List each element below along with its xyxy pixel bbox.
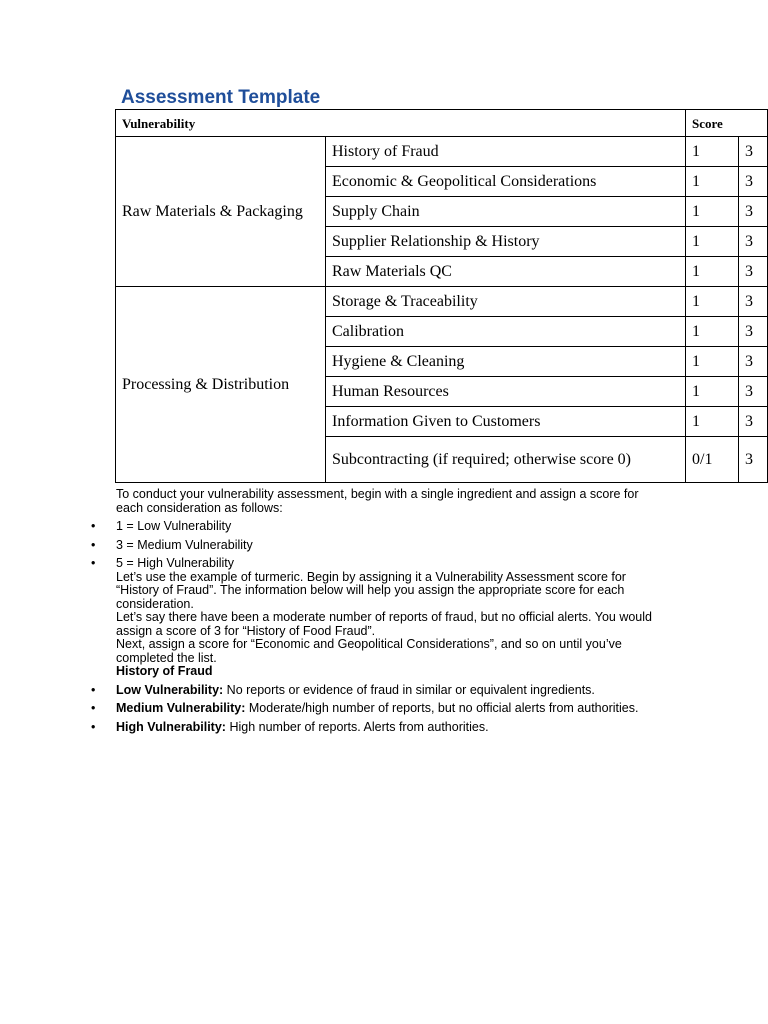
score-high-cell: 3 [739, 287, 768, 317]
level-text: Moderate/high number of reports, but no official alerts from authorities. [245, 701, 639, 715]
example-paragraph: Let’s use the example of turmeric. Begin by assigning it a Vulnerability Assessment score for “History of Fraud”. The information below will help you assign the appropriate score for each consideration. [116, 569, 626, 611]
score-low-cell: 1 [686, 317, 739, 347]
page-title: Assessment Template [121, 87, 321, 108]
score-high-cell: 3 [739, 437, 768, 483]
score-high-cell: 3 [739, 167, 768, 197]
item-cell: Subcontracting (if required; otherwise score 0) [326, 437, 686, 483]
section-subheading: History of Fraud [116, 664, 213, 678]
level-label: Medium Vulnerability: [116, 701, 246, 715]
score-low-cell: 1 [686, 257, 739, 287]
header-score: Score [686, 110, 768, 137]
score-low-cell: 1 [686, 197, 739, 227]
example-paragraph: Let’s say there have been a moderate number of reports of fraud, but no official alerts. You would assign a score of 3 for “History of Food Fraud”. [116, 610, 652, 638]
item-cell: Raw Materials QC [326, 257, 686, 287]
list-item: • 1 = Low Vulnerability [116, 520, 656, 534]
item-cell: Information Given to Customers [326, 407, 686, 437]
table-row [116, 137, 768, 167]
example-paragraph: Next, assign a score for “Economic and Geopolitical Considerations”, and so on until you’ve completed the list. [116, 637, 622, 665]
list-item: • 3 = Medium Vulnerability [116, 539, 656, 553]
score-low-cell: 1 [686, 347, 739, 377]
assessment-table [115, 109, 768, 483]
header-vulnerability: Vulnerability [116, 110, 686, 137]
list-item [116, 702, 656, 716]
list-item [116, 684, 656, 698]
score-scale-list [116, 520, 656, 571]
score-low-cell: 0/1 [686, 437, 739, 483]
list-item: • 5 = High Vulnerability [116, 557, 656, 571]
item-cell: Hygiene & Cleaning [326, 347, 686, 377]
score-low-cell: 1 [686, 227, 739, 257]
score-high-cell: 3 [739, 257, 768, 287]
item-cell: Supplier Relationship & History [326, 227, 686, 257]
score-high-cell: 3 [739, 317, 768, 347]
item-cell: Calibration [326, 317, 686, 347]
score-high-cell: 3 [739, 227, 768, 257]
table-row [116, 287, 768, 317]
score-high-cell: 3 [739, 377, 768, 407]
level-label: Low Vulnerability: [116, 682, 224, 697]
score-low-cell: 1 [686, 287, 739, 317]
level-text: High number of reports. Alerts from authorities. [225, 719, 489, 734]
score-low-cell: 1 [686, 167, 739, 197]
item-cell: Storage & Traceability [326, 287, 686, 317]
item-cell: Supply Chain [326, 197, 686, 227]
score-high-cell: 3 [739, 137, 768, 167]
score-high-cell: 3 [739, 347, 768, 377]
intro-paragraph: To conduct your vulnerability assessment, begin with a single ingredient and assign a score for each consideration as follows: [116, 487, 639, 515]
score-high-cell: 3 [739, 197, 768, 227]
level-text: No reports or evidence of fraud in similar or equivalent ingredients. [223, 682, 595, 697]
score-low-cell: 1 [686, 407, 739, 437]
group-label: Raw Materials & Packaging [116, 137, 326, 287]
score-low-cell: 1 [686, 377, 739, 407]
list-item [116, 721, 656, 735]
score-high-cell: 3 [739, 407, 768, 437]
table-header-row [116, 110, 768, 137]
vulnerability-levels-list [116, 684, 656, 735]
group-label: Processing & Distribution [116, 287, 326, 483]
score-low-cell: 1 [686, 137, 739, 167]
item-cell: Economic & Geopolitical Considerations [326, 167, 686, 197]
item-cell: Human Resources [326, 377, 686, 407]
item-cell: History of Fraud [326, 137, 686, 167]
level-label: High Vulnerability: [116, 719, 226, 734]
instructions [116, 488, 656, 734]
